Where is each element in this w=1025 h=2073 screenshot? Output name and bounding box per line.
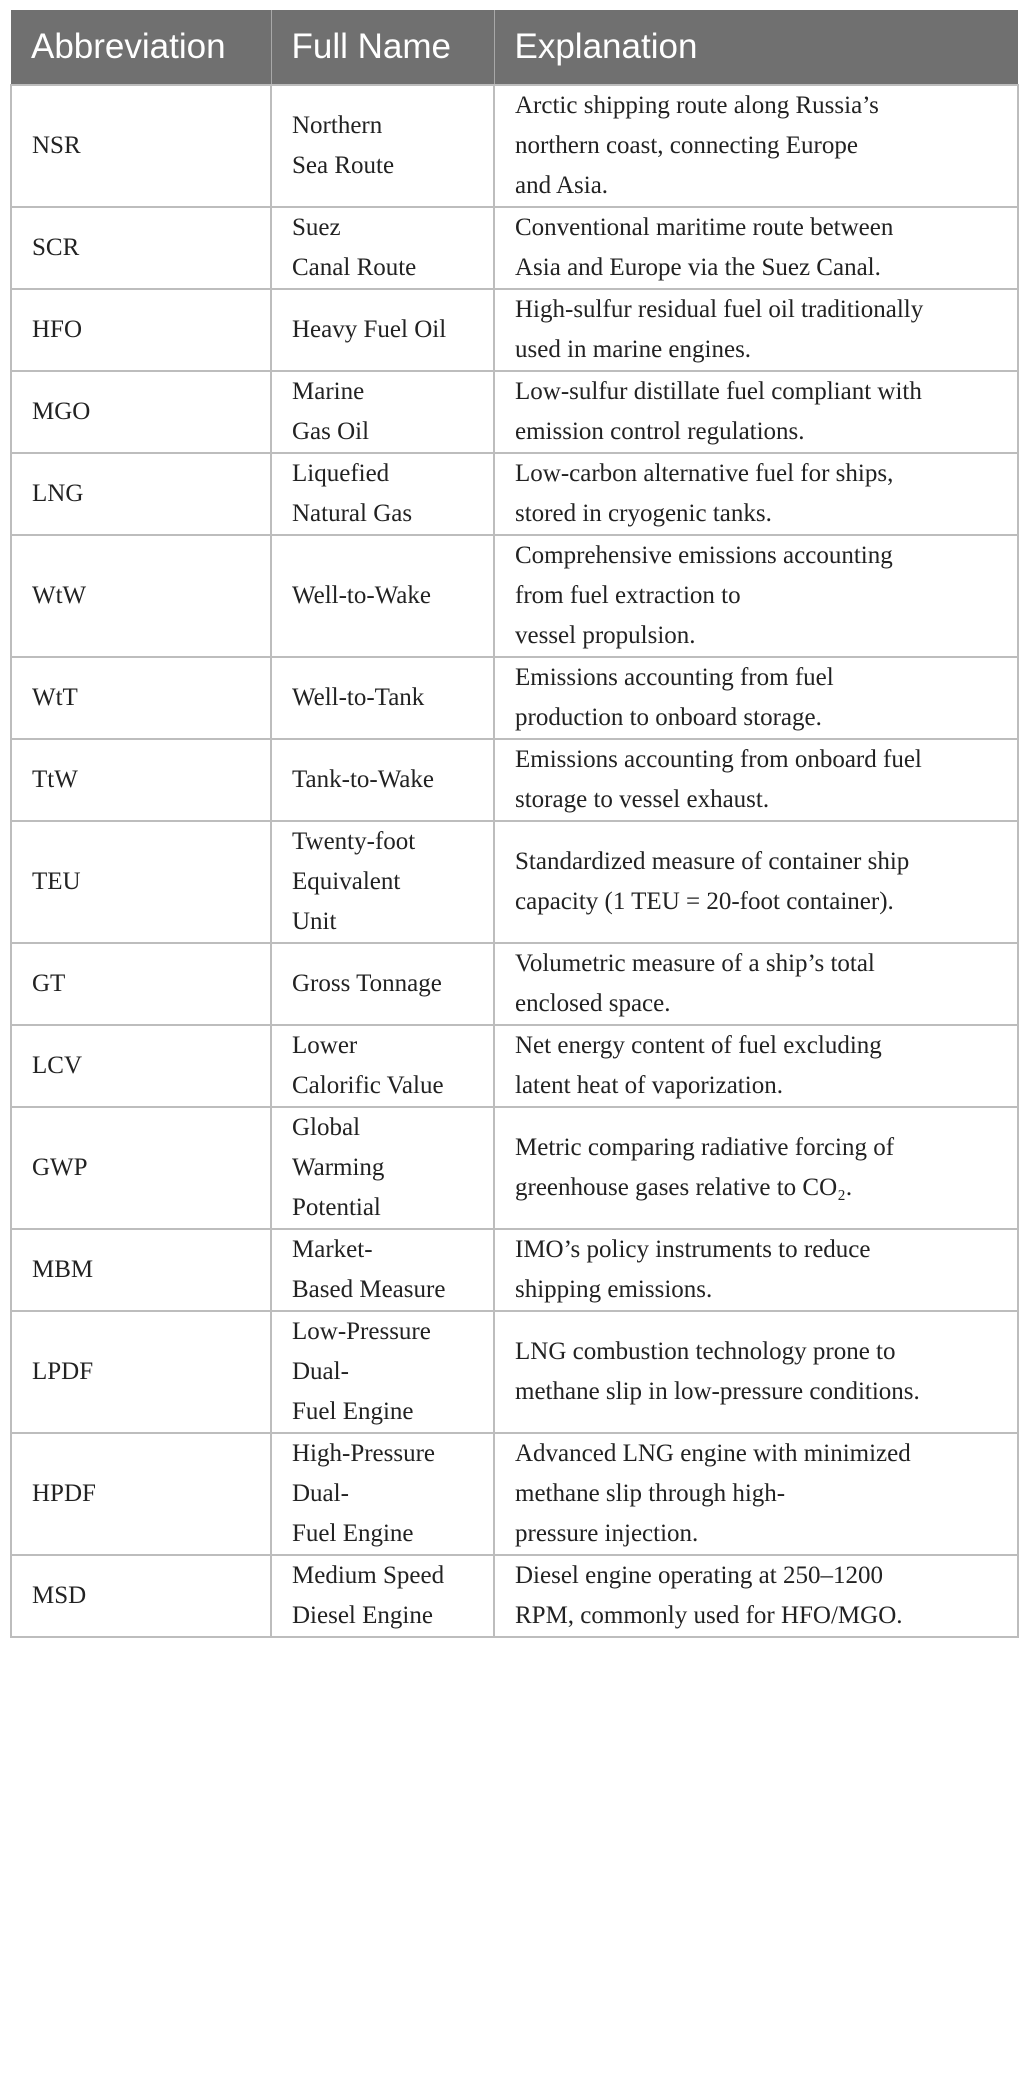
full-name-cell: Market- Based Measure	[271, 1229, 494, 1311]
explanation-cell: Metric comparing radiative forcing of greenhouse gases relative to CO₂.	[494, 1107, 1018, 1229]
table-row	[11, 1107, 1018, 1229]
explanation-cell: Emissions accounting from onboard fuel storage to vessel exhaust.	[494, 739, 1018, 821]
table-row	[11, 1555, 1018, 1637]
abbreviations-table	[10, 10, 1019, 1638]
table-row	[11, 657, 1018, 739]
explanation-cell: Conventional maritime route between Asia and Europe via the Suez Canal.	[494, 207, 1018, 289]
abbreviation-cell: LNG	[11, 453, 271, 535]
explanation-cell: Low-carbon alternative fuel for ships, stored in cryogenic tanks.	[494, 453, 1018, 535]
explanation-cell: Diesel engine operating at 250–1200 RPM, commonly used for HFO/MGO.	[494, 1555, 1018, 1637]
table-header-row	[11, 10, 1018, 85]
full-name-cell: Global Warming Potential	[271, 1107, 494, 1229]
table-row	[11, 943, 1018, 1025]
explanation-cell: LNG combustion technology prone to methane slip in low-pressure conditions.	[494, 1311, 1018, 1433]
table-row	[11, 453, 1018, 535]
table-row	[11, 535, 1018, 657]
full-name-cell: Heavy Fuel Oil	[271, 289, 494, 371]
full-name-cell: Low-Pressure Dual- Fuel Engine	[271, 1311, 494, 1433]
explanation-cell: Advanced LNG engine with minimized methane slip through high- pressure injection.	[494, 1433, 1018, 1555]
abbreviation-cell: HFO	[11, 289, 271, 371]
table-row	[11, 289, 1018, 371]
header-full-name: Full Name	[271, 10, 494, 85]
full-name-cell: High-Pressure Dual- Fuel Engine	[271, 1433, 494, 1555]
abbreviation-cell: TtW	[11, 739, 271, 821]
explanation-cell: Net energy content of fuel excluding latent heat of vaporization.	[494, 1025, 1018, 1107]
abbreviation-cell: LCV	[11, 1025, 271, 1107]
explanation-cell: IMO’s policy instruments to reduce shipping emissions.	[494, 1229, 1018, 1311]
table-row	[11, 1229, 1018, 1311]
explanation-cell: Volumetric measure of a ship’s total enclosed space.	[494, 943, 1018, 1025]
full-name-cell: Northern Sea Route	[271, 85, 494, 207]
abbreviation-cell: WtT	[11, 657, 271, 739]
abbreviation-cell: MGO	[11, 371, 271, 453]
abbreviation-cell: HPDF	[11, 1433, 271, 1555]
header-explanation: Explanation	[494, 10, 1018, 85]
full-name-cell: Medium Speed Diesel Engine	[271, 1555, 494, 1637]
explanation-cell: Standardized measure of container ship capacity (1 TEU = 20-foot container).	[494, 821, 1018, 943]
abbreviation-cell: MBM	[11, 1229, 271, 1311]
explanation-cell: Arctic shipping route along Russia’s northern coast, connecting Europe and Asia.	[494, 85, 1018, 207]
full-name-cell: Well-to-Tank	[271, 657, 494, 739]
table-row	[11, 371, 1018, 453]
abbreviation-cell: LPDF	[11, 1311, 271, 1433]
full-name-cell: Suez Canal Route	[271, 207, 494, 289]
full-name-cell: Well-to-Wake	[271, 535, 494, 657]
table-row	[11, 85, 1018, 207]
abbreviation-cell: WtW	[11, 535, 271, 657]
full-name-cell: Tank-to-Wake	[271, 739, 494, 821]
abbreviation-cell: GT	[11, 943, 271, 1025]
full-name-cell: Marine Gas Oil	[271, 371, 494, 453]
abbreviation-cell: TEU	[11, 821, 271, 943]
abbreviation-cell: MSD	[11, 1555, 271, 1637]
full-name-cell: Liquefied Natural Gas	[271, 453, 494, 535]
header-abbreviation: Abbreviation	[11, 10, 271, 85]
abbreviation-cell: NSR	[11, 85, 271, 207]
table-row	[11, 207, 1018, 289]
table-row	[11, 821, 1018, 943]
explanation-cell: Low-sulfur distillate fuel compliant with emission control regulations.	[494, 371, 1018, 453]
explanation-cell: Comprehensive emissions accounting from fuel extraction to vessel propulsion.	[494, 535, 1018, 657]
explanation-cell: High-sulfur residual fuel oil traditionally used in marine engines.	[494, 289, 1018, 371]
full-name-cell: Gross Tonnage	[271, 943, 494, 1025]
table-row	[11, 1433, 1018, 1555]
table-row	[11, 1025, 1018, 1107]
table-row	[11, 1311, 1018, 1433]
abbreviation-cell: SCR	[11, 207, 271, 289]
explanation-cell: Emissions accounting from fuel production to onboard storage.	[494, 657, 1018, 739]
full-name-cell: Lower Calorific Value	[271, 1025, 494, 1107]
full-name-cell: Twenty-foot Equivalent Unit	[271, 821, 494, 943]
abbreviation-cell: GWP	[11, 1107, 271, 1229]
table-body	[11, 85, 1018, 1637]
table-row	[11, 739, 1018, 821]
